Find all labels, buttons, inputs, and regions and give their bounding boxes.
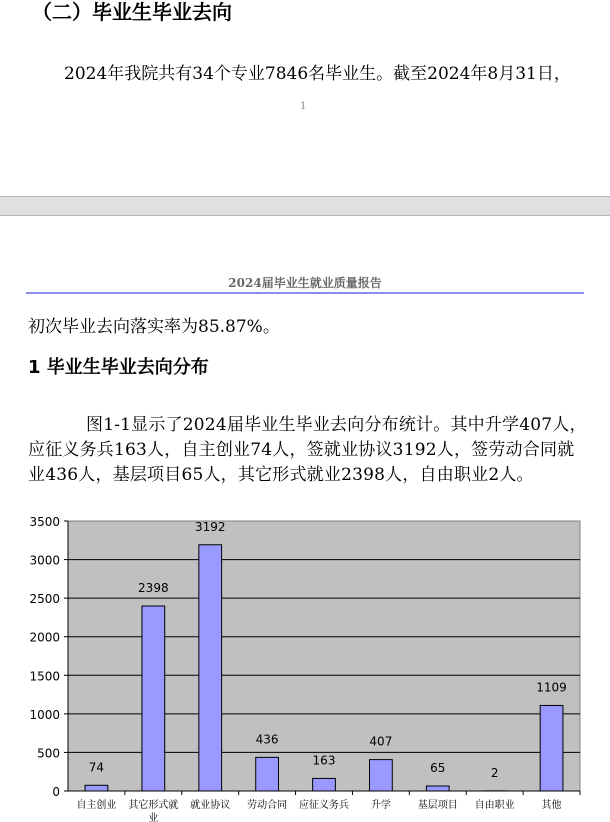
bar: [85, 785, 108, 791]
data-label: 2398: [138, 581, 169, 596]
subheading: 1 毕业生毕业去向分布: [28, 357, 209, 378]
y-tick-label: 500: [37, 746, 60, 761]
y-tick-label: 3500: [29, 515, 60, 529]
data-label: 2: [490, 765, 499, 780]
x-tick-label: 应征义务兵: [299, 800, 349, 811]
data-label: 74: [88, 760, 105, 775]
y-tick-label: 3000: [29, 553, 60, 568]
paragraph: 初次毕业去向落实率为85.87%。: [28, 317, 280, 337]
paragraph: 图1-1显示了2024届毕业生毕业去向分布统计。其中升学407人，应征义务兵163人，自主创业74人，签就业协议3192人，签劳动合同就业436人，基层项目65人，其它形式就业2398人，自由职业2人。: [28, 415, 587, 485]
header-rule: [26, 292, 584, 294]
paragraph: 2024年我院共有34个专业7846名毕业生。截至2024年8月31日，: [64, 64, 571, 84]
page-number: 1: [300, 101, 307, 112]
bar: [199, 545, 222, 791]
x-tick-label: 其它形式就: [128, 800, 179, 811]
data-label: 3192: [194, 519, 226, 534]
page-separator: [0, 196, 610, 216]
x-tick-label: 业: [148, 813, 159, 822]
y-tick-label: 1500: [29, 669, 60, 684]
bar: [256, 757, 279, 791]
x-tick-label: 就业协议: [190, 800, 231, 811]
bar: [540, 705, 563, 791]
y-tick-label: 0: [52, 785, 60, 799]
bar: [370, 760, 393, 791]
data-label: 436: [255, 732, 279, 747]
x-tick-label: 自由职业: [474, 800, 515, 811]
y-tick-label: 2000: [29, 630, 60, 645]
bar: [313, 778, 336, 791]
y-tick-label: 1000: [29, 707, 60, 722]
x-tick-label: 基层项目: [417, 800, 458, 811]
data-label: 407: [369, 734, 393, 749]
bar: [142, 606, 165, 791]
bar-chart: [0, 510, 610, 822]
data-label: 65: [430, 760, 446, 775]
data-label: 163: [312, 753, 336, 768]
section-heading: （二）毕业生毕业去向: [32, 0, 232, 24]
x-tick-label: 升学: [370, 800, 391, 811]
x-tick-label: 其他: [541, 800, 562, 811]
data-label: 1109: [536, 680, 567, 695]
running-header: 2024届毕业生就业质量报告: [228, 276, 382, 290]
bar: [426, 786, 449, 791]
x-tick-label: 自主创业: [76, 800, 117, 811]
y-tick-label: 2500: [29, 592, 60, 607]
x-tick-label: 劳动合同: [247, 800, 288, 811]
